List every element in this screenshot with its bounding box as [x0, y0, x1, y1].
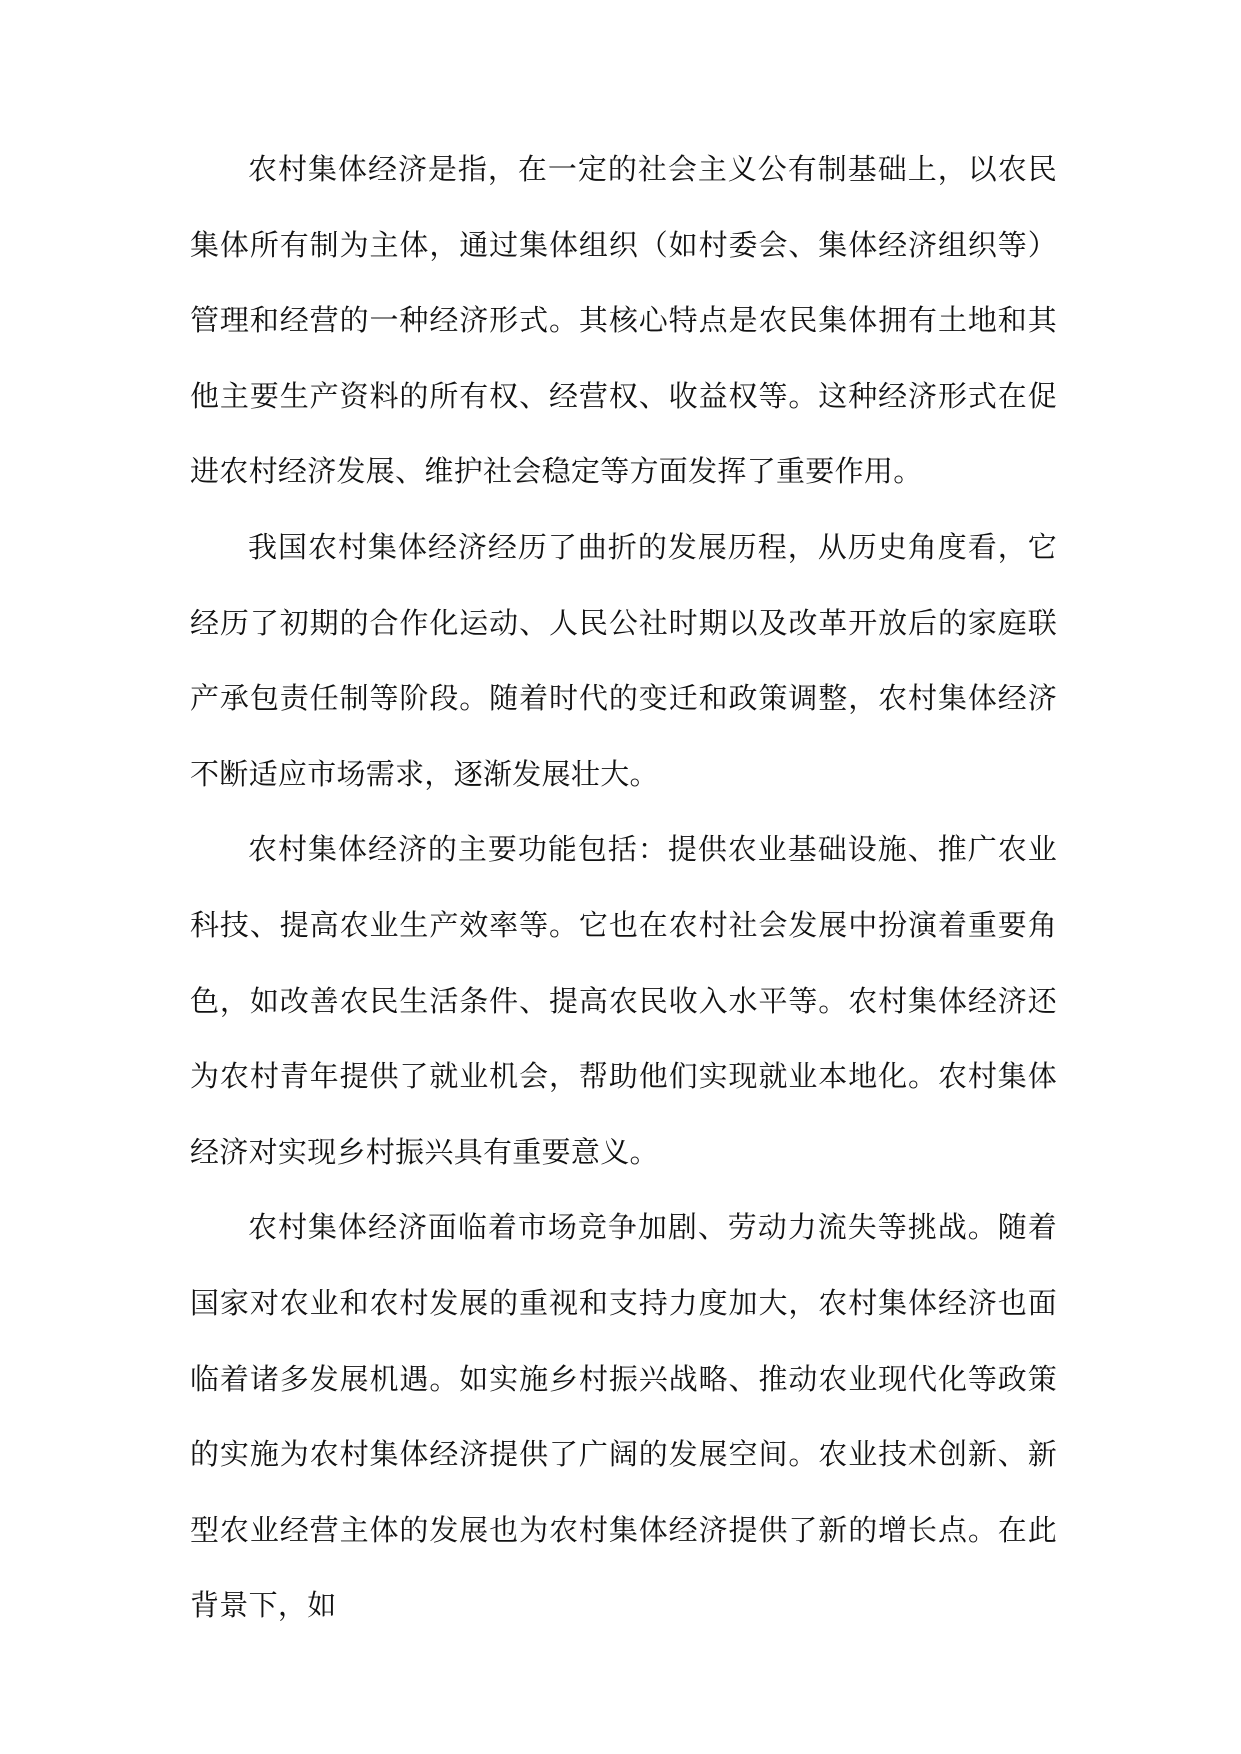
paragraph-challenges: 农村集体经济面临着市场竞争加剧、劳动力流失等挑战。随着国家对农业和农村发展的重视和支持力度加大，农村集体经济也面临着诸多发展机遇。如实施乡村振兴战略、推动农业现代化等政策的实施为农村集体经济提供了广阔的发展空间。农业技术创新、新型农业经营主体的发展也为农村集体经济提供了新的增长点。在此背景下，如	[190, 1210, 1057, 1623]
paragraph-functions: 农村集体经济的主要功能包括：提供农业基础设施、推广农业科技、提高农业生产效率等。它也在农村社会发展中扮演着重要角色，如改善农民生活条件、提高农民收入水平等。农村集体经济还为农村青年提供了就业机会，帮助他们实现就业本地化。农村集体经济对实现乡村振兴具有重要意义。	[190, 832, 1057, 1169]
document-page	[190, 132, 1057, 1644]
paragraph-history: 我国农村集体经济经历了曲折的发展历程，从历史角度看，它经历了初期的合作化运动、人民公社时期以及改革开放后的家庭联产承包责任制等阶段。随着时代的变迁和政策调整，农村集体经济不断适应市场需求，逐渐发展壮大。	[190, 529, 1057, 791]
paragraph-definition: 农村集体经济是指，在一定的社会主义公有制基础上，以农民集体所有制为主体，通过集体组织（如村委会、集体经济组织等）管理和经营的一种经济形式。其核心特点是农民集体拥有土地和其他主要生产资料的所有权、经营权、收益权等。这种经济形式在促进农村经济发展、维护社会稳定等方面发挥了重要作用。	[190, 152, 1057, 489]
